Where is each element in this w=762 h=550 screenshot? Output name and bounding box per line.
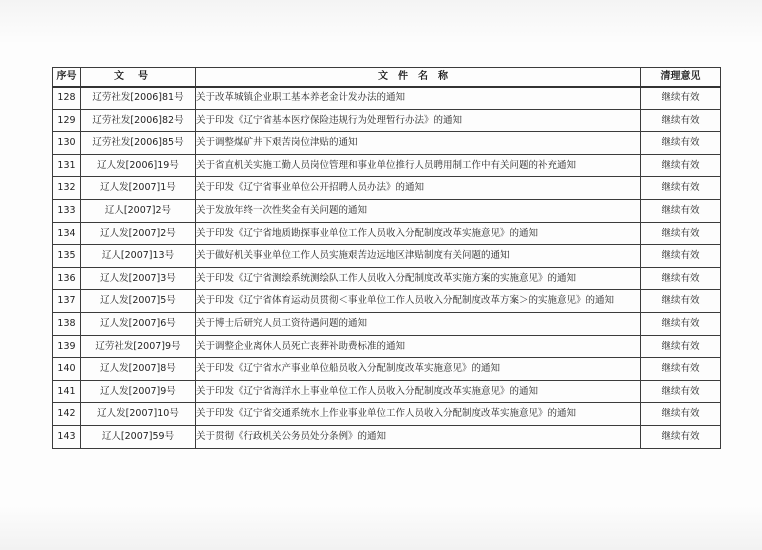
row-doc-no: 辽人[2007]59号 <box>81 425 196 448</box>
row-doc-no: 辽人发[2007]3号 <box>81 267 196 290</box>
table-header-row <box>53 68 721 87</box>
row-opinion: 继续有效 <box>641 380 721 403</box>
row-title: 关于印发《辽宁省地质勘探事业单位工作人员收入分配制度改革实施意见》的通知 <box>196 222 641 245</box>
row-num: 136 <box>53 267 81 290</box>
table-row <box>53 312 721 335</box>
row-opinion: 继续有效 <box>641 109 721 132</box>
row-doc-no: 辽人发[2007]8号 <box>81 358 196 381</box>
table-row <box>53 199 721 222</box>
row-num: 137 <box>53 290 81 313</box>
row-title: 关于印发《辽宁省海洋水上事业单位工作人员收入分配制度改革实施意见》的通知 <box>196 380 641 403</box>
row-doc-no: 辽人发[2007]10号 <box>81 403 196 426</box>
table-row <box>53 177 721 200</box>
row-title: 关于印发《辽宁省事业单位公开招聘人员办法》的通知 <box>196 177 641 200</box>
row-opinion: 继续有效 <box>641 154 721 177</box>
row-opinion: 继续有效 <box>641 199 721 222</box>
table-row <box>53 87 721 110</box>
header-doc-no: 文号 <box>81 68 196 87</box>
row-opinion: 继续有效 <box>641 245 721 268</box>
row-title: 关于改革城镇企业职工基本养老金计发办法的通知 <box>196 87 641 110</box>
row-title: 关于印发《辽宁省交通系统水上作业事业单位工作人员收入分配制度改革实施意见》的通知 <box>196 403 641 426</box>
row-doc-no: 辽人发[2007]6号 <box>81 312 196 335</box>
table-row <box>53 222 721 245</box>
row-doc-no: 辽劳社发[2006]85号 <box>81 132 196 155</box>
table-row <box>53 132 721 155</box>
row-title: 关于调整企业离休人员死亡丧葬补助费标准的通知 <box>196 335 641 358</box>
row-opinion: 继续有效 <box>641 290 721 313</box>
row-title: 关于印发《辽宁省基本医疗保险违规行为处理暂行办法》的通知 <box>196 109 641 132</box>
row-num: 142 <box>53 403 81 426</box>
row-title: 关于印发《辽宁省测绘系统测绘队工作人员收入分配制度改革实施方案的实施意见》的通知 <box>196 267 641 290</box>
row-doc-no: 辽劳社发[2006]81号 <box>81 87 196 110</box>
table-row <box>53 335 721 358</box>
header-title: 文件名称 <box>196 68 641 87</box>
row-title: 关于调整煤矿井下艰苦岗位津贴的通知 <box>196 132 641 155</box>
row-num: 133 <box>53 199 81 222</box>
row-opinion: 继续有效 <box>641 132 721 155</box>
row-num: 140 <box>53 358 81 381</box>
row-opinion: 继续有效 <box>641 177 721 200</box>
row-title: 关于省直机关实施工勤人员岗位管理和事业单位推行人员聘用制工作中有关问题的补充通知 <box>196 154 641 177</box>
row-doc-no: 辽人发[2007]1号 <box>81 177 196 200</box>
table-row <box>53 358 721 381</box>
row-title: 关于印发《辽宁省水产事业单位船员收入分配制度改革实施意见》的通知 <box>196 358 641 381</box>
row-doc-no: 辽人[2007]2号 <box>81 199 196 222</box>
row-num: 139 <box>53 335 81 358</box>
row-num: 134 <box>53 222 81 245</box>
table-row <box>53 290 721 313</box>
row-num: 130 <box>53 132 81 155</box>
header-opinion: 清理意见 <box>641 68 721 87</box>
row-doc-no: 辽人发[2007]9号 <box>81 380 196 403</box>
row-num: 132 <box>53 177 81 200</box>
table-row <box>53 403 721 426</box>
row-num: 143 <box>53 425 81 448</box>
row-opinion: 继续有效 <box>641 312 721 335</box>
row-doc-no: 辽人发[2007]2号 <box>81 222 196 245</box>
row-title: 关于贯彻《行政机关公务员处分条例》的通知 <box>196 425 641 448</box>
row-num: 128 <box>53 87 81 110</box>
row-doc-no: 辽劳社发[2006]82号 <box>81 109 196 132</box>
row-opinion: 继续有效 <box>641 222 721 245</box>
table-row <box>53 245 721 268</box>
row-num: 135 <box>53 245 81 268</box>
row-opinion: 继续有效 <box>641 267 721 290</box>
document-cleanup-table <box>52 67 721 449</box>
row-doc-no: 辽人发[2007]5号 <box>81 290 196 313</box>
row-doc-no: 辽人[2007]13号 <box>81 245 196 268</box>
table-row <box>53 380 721 403</box>
row-title: 关于做好机关事业单位工作人员实施艰苦边远地区津贴制度有关问题的通知 <box>196 245 641 268</box>
table-row <box>53 425 721 448</box>
table-row <box>53 267 721 290</box>
table-row <box>53 154 721 177</box>
row-doc-no: 辽劳社发[2007]9号 <box>81 335 196 358</box>
row-opinion: 继续有效 <box>641 358 721 381</box>
row-title: 关于印发《辽宁省体育运动员贯彻＜事业单位工作人员收入分配制度改革方案＞的实施意见》的通知 <box>196 290 641 313</box>
row-num: 138 <box>53 312 81 335</box>
row-num: 129 <box>53 109 81 132</box>
row-title: 关于发放年终一次性奖金有关问题的通知 <box>196 199 641 222</box>
row-num: 131 <box>53 154 81 177</box>
row-num: 141 <box>53 380 81 403</box>
header-num: 序号 <box>53 68 81 87</box>
row-doc-no: 辽人发[2006]19号 <box>81 154 196 177</box>
row-title: 关于博士后研究人员工资待遇问题的通知 <box>196 312 641 335</box>
row-opinion: 继续有效 <box>641 87 721 110</box>
row-opinion: 继续有效 <box>641 335 721 358</box>
row-opinion: 继续有效 <box>641 403 721 426</box>
table-row <box>53 109 721 132</box>
row-opinion: 继续有效 <box>641 425 721 448</box>
